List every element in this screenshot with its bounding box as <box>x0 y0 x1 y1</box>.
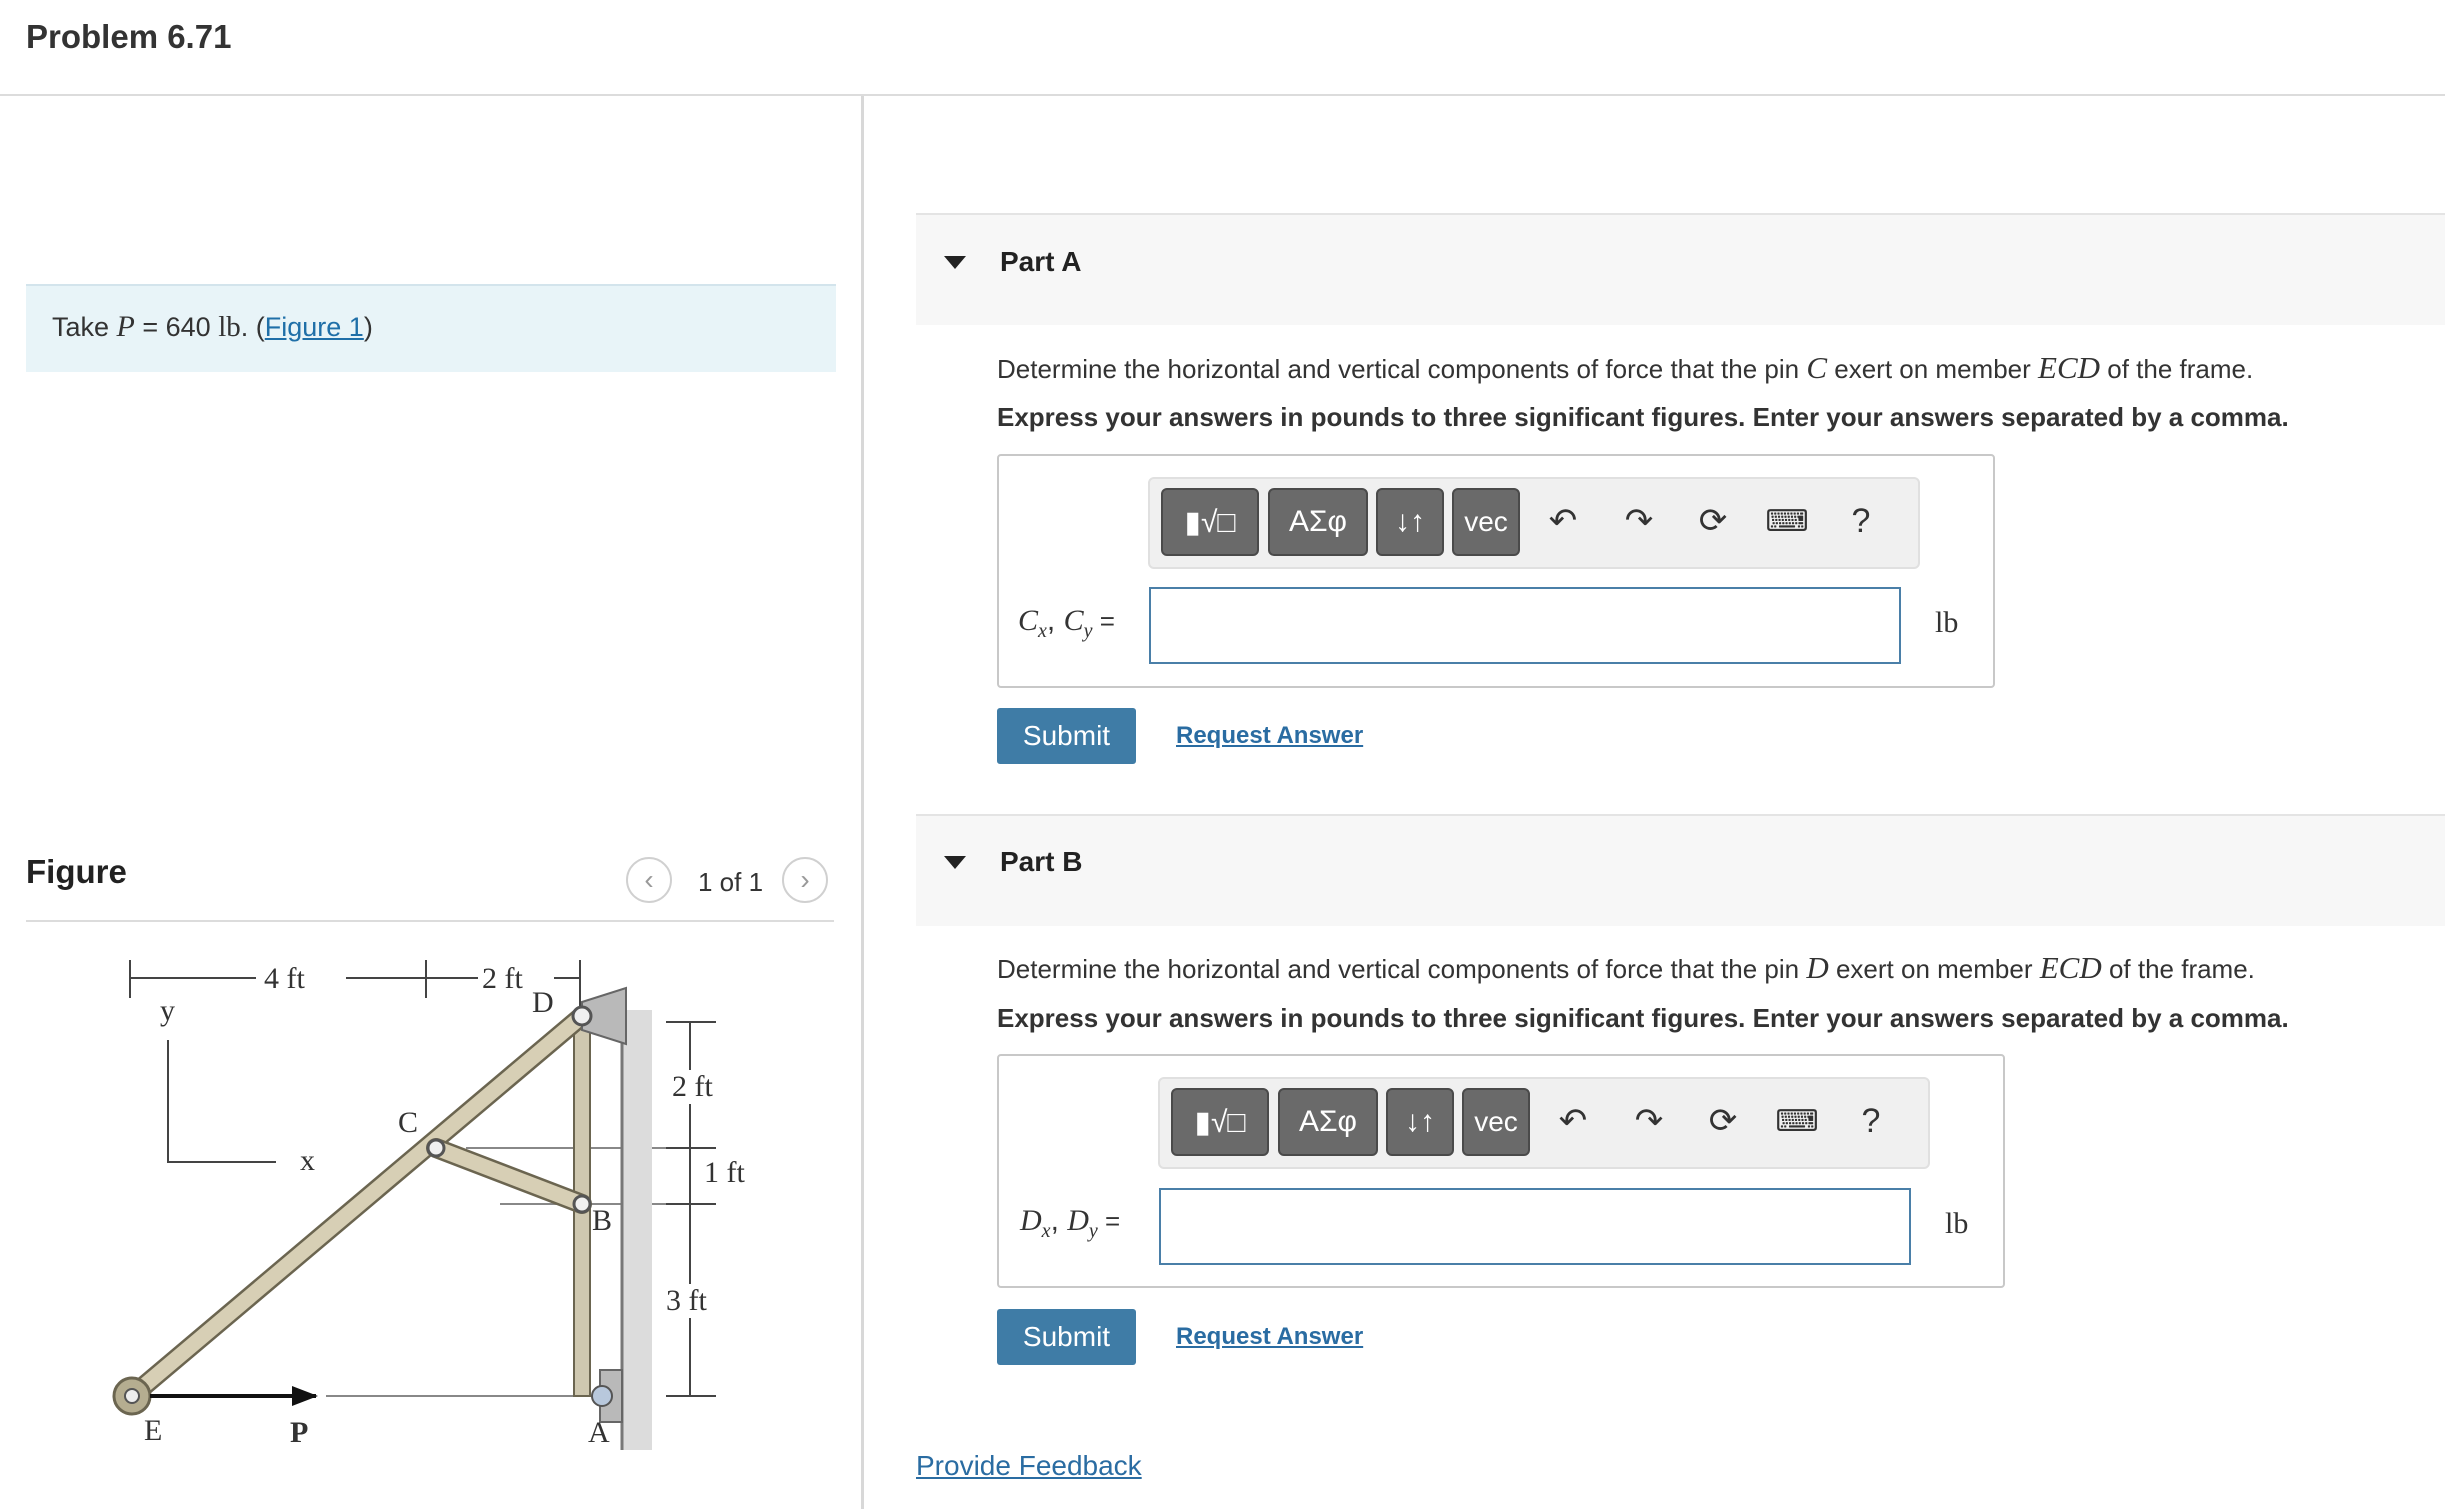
point-e-label: E <box>144 1414 163 1447</box>
frame-figure <box>26 930 836 1470</box>
keyboard-icon[interactable]: ⌨ <box>1775 1104 1819 1138</box>
roller-e-pin <box>125 1389 139 1403</box>
greek-symbols-button[interactable]: ΑΣφ <box>1278 1088 1378 1156</box>
dim-2ft-label: 2 ft <box>672 1070 713 1103</box>
dim-1ft-label: 1 ft <box>704 1156 745 1189</box>
greek-symbols-button[interactable]: ΑΣφ <box>1268 488 1368 556</box>
part-a-instruction: Express your answers in pounds to three significant figures. Enter your answers separated by a comma. <box>997 402 2289 432</box>
subscript-superscript-button[interactable]: ↓↑ <box>1376 488 1444 556</box>
figure-counter: 1 of 1 <box>698 867 764 897</box>
given-statement <box>52 310 373 344</box>
given-variable: P <box>116 310 135 343</box>
given-equals: = 640 <box>134 312 219 342</box>
redo-icon[interactable]: ↷ <box>1634 1102 1664 1140</box>
help-button[interactable]: ? <box>1861 1101 1881 1140</box>
dim-4ft-label: 4 ft <box>264 962 305 995</box>
chevron-left-icon: ‹ <box>644 864 654 895</box>
reset-icon[interactable]: ⟳ <box>1708 1102 1738 1140</box>
point-a-label: A <box>588 1416 610 1449</box>
redo-icon[interactable]: ↷ <box>1624 502 1654 540</box>
part-b-submit-button[interactable]: Submit <box>997 1309 1136 1365</box>
pin-a <box>592 1386 612 1406</box>
chevron-right-icon: › <box>800 864 810 895</box>
reset-icon[interactable]: ⟳ <box>1698 502 1728 540</box>
figure-prev-button[interactable] <box>626 857 672 903</box>
figure-divider <box>26 920 834 922</box>
part-a-unit: lb <box>1935 606 1959 639</box>
wall <box>622 1010 652 1450</box>
force-p-label: P <box>290 1416 309 1449</box>
dim-3ft-label: 3 ft <box>666 1284 707 1317</box>
header-divider <box>0 94 2445 96</box>
figure-link[interactable]: Figure 1 <box>264 312 364 342</box>
given-prefix: Take <box>52 312 117 342</box>
part-b-variable-label: $D_x$, $D_y$ = <box>1020 1204 1121 1242</box>
force-p-arrowhead <box>292 1386 318 1406</box>
part-a-header[interactable] <box>916 213 2445 325</box>
given-unit: lb <box>218 311 241 343</box>
pin-c <box>428 1140 444 1156</box>
part-b-instruction: Express your answers in pounds to three significant figures. Enter your answers separated by a comma. <box>997 1003 2289 1033</box>
part-a-submit-button[interactable]: Submit <box>997 708 1136 764</box>
part-b-answer-input[interactable] <box>1159 1188 1911 1265</box>
axis-x-label: x <box>300 1144 315 1177</box>
undo-icon[interactable]: ↶ <box>1558 1102 1588 1140</box>
keyboard-icon[interactable]: ⌨ <box>1765 504 1809 538</box>
part-b-question: Determine the horizontal and vertical components of force that the pin D exert on member ECD of the frame. <box>997 950 2255 985</box>
vector-button[interactable]: vec <box>1462 1088 1530 1156</box>
help-button[interactable]: ? <box>1851 501 1871 540</box>
pin-b <box>574 1196 590 1212</box>
page-title: Problem 6.71 <box>26 18 232 55</box>
point-d-label: D <box>532 986 554 1019</box>
pin-d <box>573 1007 591 1025</box>
provide-feedback-link[interactable]: Provide Feedback <box>916 1450 1142 1481</box>
part-b-label: Part B <box>1000 846 1083 877</box>
part-a-answer-input[interactable] <box>1149 587 1901 664</box>
axis-y-label: y <box>160 994 175 1027</box>
part-a-label: Part A <box>1000 246 1082 277</box>
column-divider <box>861 96 864 1509</box>
part-b-header[interactable] <box>916 814 2445 926</box>
caret-down-icon[interactable] <box>944 256 966 269</box>
member-ecd <box>132 1016 582 1396</box>
member-cb <box>436 1148 582 1204</box>
part-a-request-answer-link[interactable]: Request Answer <box>1176 722 1364 749</box>
part-b-request-answer-link[interactable]: Request Answer <box>1176 1323 1364 1350</box>
templates-button[interactable]: ▮√□ <box>1161 488 1259 556</box>
templates-button[interactable]: ▮√□ <box>1171 1088 1269 1156</box>
part-a-question: Determine the horizontal and vertical components of force that the pin C exert on member ECD of the frame. <box>997 350 2254 385</box>
given-paren-open: . ( <box>240 312 265 342</box>
undo-icon[interactable]: ↶ <box>1548 502 1578 540</box>
subscript-superscript-button[interactable]: ↓↑ <box>1386 1088 1454 1156</box>
part-b-unit: lb <box>1945 1207 1969 1240</box>
vector-button[interactable]: vec <box>1452 488 1520 556</box>
caret-down-icon[interactable] <box>944 856 966 869</box>
figure-next-button[interactable] <box>782 857 828 903</box>
figure-title: Figure <box>26 853 127 890</box>
point-b-label: B <box>592 1204 613 1237</box>
part-a-variable-label: $C_x$, $C_y$ = <box>1018 604 1115 642</box>
dim-2ft-top-label: 2 ft <box>482 962 523 995</box>
axes <box>168 1040 276 1162</box>
given-paren-close: ) <box>363 312 373 342</box>
point-c-label: C <box>398 1106 419 1139</box>
